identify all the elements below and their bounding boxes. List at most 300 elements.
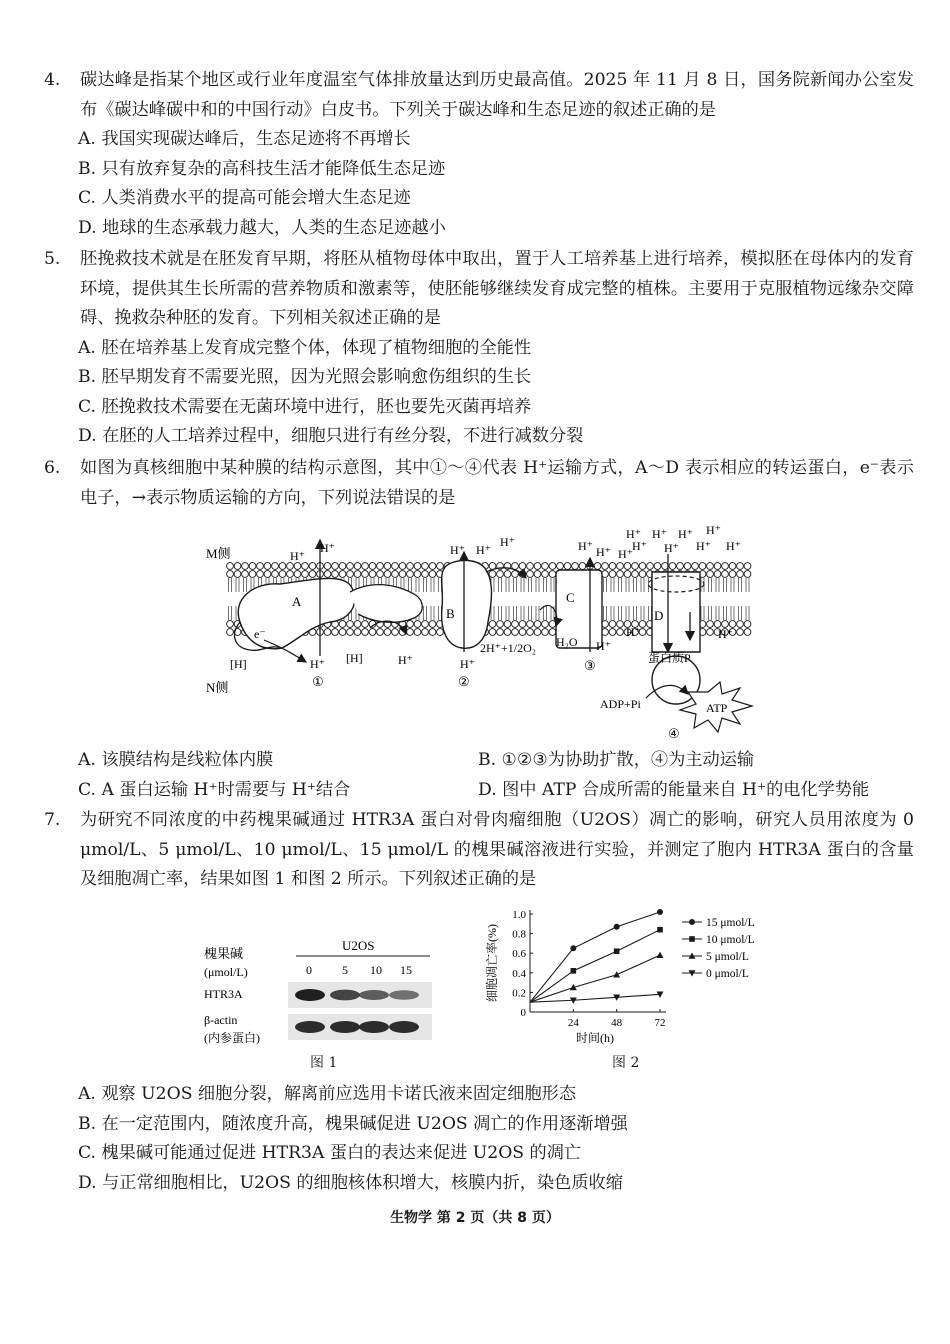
membrane-diagram	[200, 522, 760, 744]
lipid-head	[309, 563, 316, 570]
lipid-head	[647, 563, 654, 570]
lipid-head	[534, 629, 541, 636]
lipid-head	[557, 563, 564, 570]
lipid-head	[354, 629, 361, 636]
lipid-head	[422, 629, 429, 636]
lipid-head	[519, 621, 526, 628]
lipid-head	[429, 629, 436, 636]
lipid-tail	[604, 578, 607, 592]
blot-lane-label: 5	[342, 963, 348, 977]
lipid-head	[669, 563, 676, 570]
y-tick-label: 0.8	[512, 928, 526, 941]
lipid-head	[602, 563, 609, 570]
lipid-head	[534, 563, 541, 570]
lipid-head	[737, 621, 744, 628]
route-4: ④	[668, 726, 680, 741]
question-5	[44, 245, 914, 452]
lipid-head	[617, 629, 624, 636]
lipid-head	[677, 563, 684, 570]
adp-label: ADP+Pi	[600, 697, 641, 711]
lipid-tail	[701, 606, 704, 620]
lipid-head	[549, 571, 556, 578]
lipid-head	[542, 629, 549, 636]
option-b: B. 在一定范围内，随浓度升高，槐果碱促进 U2OS 凋亡的作用逐渐增强	[78, 1113, 628, 1134]
lipid-head	[527, 571, 534, 578]
lipid-tail	[611, 578, 614, 592]
lipid-head	[729, 571, 736, 578]
data-point	[657, 927, 663, 933]
lipid-head	[654, 563, 661, 570]
y-tick-label: 0.6	[512, 948, 526, 961]
lipid-head	[369, 629, 376, 636]
lipid-head	[534, 571, 541, 578]
lipid-head	[377, 629, 384, 636]
lipid-tail	[491, 606, 494, 620]
n-side-label: N侧	[206, 680, 229, 695]
lipid-head	[744, 621, 751, 628]
lipid-tail	[746, 606, 749, 620]
blot-row-actin: β-actin	[204, 1013, 238, 1027]
lipid-tail	[739, 606, 742, 620]
lipid-head	[257, 571, 264, 578]
m-side-label: M侧	[206, 546, 231, 561]
lipid-head	[414, 629, 421, 636]
lipid-tail	[416, 578, 419, 592]
lipid-head	[429, 571, 436, 578]
lipid-head	[527, 563, 534, 570]
lipid-head	[617, 621, 624, 628]
lipid-head	[377, 563, 384, 570]
option-b: B. ①②③为协助扩散，④为主动运输	[478, 750, 755, 770]
lipid-head	[264, 563, 271, 570]
lipid-head	[294, 563, 301, 570]
western-blot-figure	[200, 930, 440, 1048]
lipid-tail	[716, 578, 719, 592]
data-point	[689, 936, 695, 942]
option-row	[44, 776, 914, 806]
htr3a-band	[330, 990, 360, 1001]
option-c: C. 人类消费水平的提高可能会增大生态足迹	[78, 188, 411, 208]
lipid-tail	[724, 578, 727, 592]
lipid-head	[564, 563, 571, 570]
lipid-head	[332, 563, 339, 570]
h-ion: H⁺	[618, 547, 633, 561]
lipid-head	[347, 571, 354, 578]
legend-label: 15 μmol/L	[706, 917, 755, 929]
lipid-tail	[424, 606, 427, 620]
lipid-tail	[536, 606, 539, 620]
lipid-tail	[229, 578, 232, 592]
lipid-head	[624, 563, 631, 570]
data-point	[614, 924, 620, 930]
lipid-head	[422, 571, 429, 578]
stem-text: 为研究不同浓度的中药槐果碱通过 HTR3A 蛋白对骨肉瘤细胞（U2OS）凋亡的影响，研究人员用浓度为 0 μmol/L、5 μmol/L、10 μmol/L、15 μmol/L 的槐果碱溶液进行实验，并测定了胞内 HTR3A 蛋白的含量及细胞凋亡率，结果如图 1 和图 2 所示。下列叙述正确的是	[80, 810, 914, 889]
legend-label: 0 μmol/L	[706, 968, 749, 980]
x-tick-label: 72	[654, 1017, 666, 1029]
option-d: D. 与正常细胞相比，U2OS 的细胞核体积增大，核膜内折，染色质收缩	[78, 1172, 623, 1193]
lipid-tail	[641, 578, 644, 592]
question-6	[44, 454, 914, 513]
h-ion: H⁺	[626, 625, 641, 639]
lipid-head	[347, 629, 354, 636]
lipid-head	[722, 571, 729, 578]
lipid-head	[407, 629, 414, 636]
lipid-head	[714, 571, 721, 578]
lipid-head	[422, 563, 429, 570]
lipid-head	[287, 571, 294, 578]
route-3: ③	[584, 658, 596, 673]
lipid-head	[617, 563, 624, 570]
lipid-tail	[619, 606, 622, 620]
data-point	[613, 971, 620, 977]
lipid-head	[227, 629, 234, 636]
route-1: ①	[312, 674, 324, 689]
lipid-head	[579, 563, 586, 570]
lipid-head	[737, 629, 744, 636]
h-ion: H⁺	[652, 527, 667, 541]
protein-p-label: 蛋白质P	[648, 651, 691, 665]
lipid-tail	[619, 578, 622, 592]
lipid-head	[692, 563, 699, 570]
lipid-tail	[506, 578, 509, 592]
question-number: 7.	[44, 810, 61, 830]
option-a: A. 观察 U2OS 细胞分裂，解离前应选用卡诺氏液来固定细胞形态	[78, 1084, 577, 1104]
lipid-head	[632, 563, 639, 570]
lipid-head	[609, 563, 616, 570]
blot-lane-label: 0	[306, 963, 312, 977]
lipid-tail	[544, 578, 547, 592]
h-ion: H⁺	[578, 539, 593, 553]
lipid-tail	[709, 578, 712, 592]
lipid-tail	[229, 606, 232, 620]
lipid-head	[684, 563, 691, 570]
lipid-head	[414, 621, 421, 628]
actin-band	[295, 1021, 325, 1033]
option-d: D. 地球的生态承载力越大，人类的生态足迹越小	[78, 217, 446, 238]
lipid-head	[354, 563, 361, 570]
lipid-tail	[409, 578, 412, 592]
lipid-head	[504, 629, 511, 636]
htr3a-band	[295, 989, 325, 1001]
label-c: C	[566, 590, 575, 605]
nadh-label: [H]	[230, 657, 247, 671]
question-stem	[44, 454, 914, 513]
lipid-head	[489, 571, 496, 578]
x-tick-label: 48	[611, 1017, 623, 1029]
lipid-tail	[431, 606, 434, 620]
question-4	[44, 66, 914, 243]
lipid-head	[744, 571, 751, 578]
x-axis-label: 时间(h)	[576, 1031, 614, 1045]
lipid-head	[512, 629, 519, 636]
series-line	[530, 930, 660, 1003]
lipid-tail	[716, 606, 719, 620]
label-b: B	[446, 606, 455, 621]
lipid-head	[249, 571, 256, 578]
data-point	[657, 909, 663, 915]
lipid-head	[729, 563, 736, 570]
actin-band	[389, 1021, 419, 1033]
lipid-head	[324, 629, 331, 636]
lipid-head	[504, 571, 511, 578]
question-7	[44, 806, 914, 895]
lipid-tail	[604, 606, 607, 620]
h-ion: H⁺	[460, 657, 475, 671]
blot-lane-label: 10	[370, 963, 382, 977]
question-number: 5.	[44, 249, 61, 269]
lipid-tail	[634, 606, 637, 620]
lipid-tail	[731, 578, 734, 592]
lipid-head	[264, 571, 271, 578]
lipid-head	[527, 621, 534, 628]
htr3a-band	[389, 990, 419, 999]
h-ion: H⁺	[706, 523, 721, 537]
blot-row-htr3a: HTR3A	[204, 987, 243, 1001]
lipid-tail	[544, 606, 547, 620]
h-ion: H⁺	[596, 545, 611, 559]
option-b: B. 胚早期发育不需要光照，因为光照会影响愈伤组织的生长	[78, 367, 532, 387]
atp-label: ATP	[706, 701, 728, 715]
option-b: B. 只有放弃复杂的高科技生活才能降低生态足迹	[78, 158, 446, 179]
lipid-head	[384, 629, 391, 636]
lipid-head	[234, 563, 241, 570]
lipid-head	[429, 621, 436, 628]
lipid-tail	[506, 606, 509, 620]
question-number: 4.	[44, 70, 61, 90]
lipid-head	[347, 563, 354, 570]
h-ion: H⁺	[500, 535, 515, 549]
lipid-tail	[514, 578, 517, 592]
reaction-label: 2H⁺+1/2O₂	[480, 641, 536, 655]
lipid-head	[707, 629, 714, 636]
lipid-head	[624, 571, 631, 578]
lipid-head	[324, 563, 331, 570]
option-row	[44, 746, 914, 776]
lipid-head	[527, 629, 534, 636]
question-stem	[44, 806, 914, 895]
lipid-tail	[236, 578, 239, 592]
question-stem	[44, 245, 914, 334]
figure-2-caption: 图 2	[612, 1055, 640, 1071]
y-tick-label: 0.2	[512, 987, 526, 1000]
lipid-tail	[641, 606, 644, 620]
lipid-head	[512, 621, 519, 628]
y-tick-label: 1.0	[512, 909, 526, 921]
h-ion: H⁺	[718, 627, 733, 641]
lipid-head	[699, 563, 706, 570]
lipid-head	[737, 571, 744, 578]
option-d: D. 在胚的人工培养过程中，细胞只进行有丝分裂，不进行减数分裂	[78, 426, 584, 446]
question-6-options	[44, 746, 914, 805]
lipid-head	[339, 571, 346, 578]
lipid-head	[294, 571, 301, 578]
lipid-head	[639, 563, 646, 570]
h-ion: H⁺	[626, 527, 641, 541]
lipid-head	[609, 621, 616, 628]
blot-bands	[295, 989, 419, 1033]
lipid-head	[407, 563, 414, 570]
htr3a-band	[359, 990, 389, 1000]
stem-text: 如图为真核细胞中某种膜的结构示意图，其中①～④代表 H⁺运输方式，A～D 表示相应的转运蛋白，e⁻表示电子，→表示物质运输的方向，下列说法错误的是	[80, 458, 914, 508]
lipid-head	[414, 571, 421, 578]
lipid-head	[744, 629, 751, 636]
option-c: C. 槐果碱可能通过促进 HTR3A 蛋白的表达来促进 U2OS 的凋亡	[78, 1143, 582, 1163]
lipid-head	[302, 571, 309, 578]
lipid-head	[362, 629, 369, 636]
apoptosis-line-chart	[480, 900, 780, 1050]
lipid-head	[489, 621, 496, 628]
lipid-head	[272, 571, 279, 578]
lipid-head	[707, 571, 714, 578]
lipid-head	[384, 563, 391, 570]
lipid-head	[362, 571, 369, 578]
legend-label: 10 μmol/L	[706, 934, 755, 946]
lipid-head	[407, 571, 414, 578]
lipid-head	[332, 629, 339, 636]
lipid-tail	[739, 578, 742, 592]
lipid-head	[744, 563, 751, 570]
label-d: D	[654, 608, 664, 623]
lipid-head	[572, 563, 579, 570]
lipid-head	[369, 571, 376, 578]
lipid-tail	[529, 606, 532, 620]
lipid-head	[392, 563, 399, 570]
option-a: A. 该膜结构是线粒体内膜	[78, 750, 274, 770]
lipid-head	[272, 563, 279, 570]
question-7-options	[44, 1080, 914, 1198]
h-ion: H⁺	[398, 653, 413, 667]
data-point	[571, 968, 577, 974]
option-d: D. 图中 ATP 合成所需的能量来自 H⁺的电化学势能	[478, 779, 870, 800]
lipid-head	[489, 629, 496, 636]
stem-text: 碳达峰是指某个地区或行业年度温室气体排放量达到历史最高值。2025 年 11 月 8 日，国务院新闻办公室发布《碳达峰碳中和的中国行动》白皮书。下列关于碳达峰和生态足迹的叙述正确的是	[80, 70, 914, 120]
lipid-head	[519, 563, 526, 570]
blot-row-actin-note: (内参蛋白)	[204, 1031, 260, 1045]
lipid-head	[714, 563, 721, 570]
water-label: H₂O	[556, 635, 578, 649]
lipid-head	[287, 563, 294, 570]
lipid-head	[309, 571, 316, 578]
lipid-tail	[424, 578, 427, 592]
lipid-head	[242, 571, 249, 578]
lipid-head	[257, 563, 264, 570]
lipid-tail	[731, 606, 734, 620]
lipid-head	[279, 563, 286, 570]
page-footer: 生物学 第 2 页（共 8 页）	[390, 1210, 560, 1226]
electron-label: e⁻	[254, 627, 266, 641]
h-ion: H⁺	[678, 527, 693, 541]
lipid-head	[722, 563, 729, 570]
option-c: C. 胚挽救技术需要在无菌环境中进行，胚也要先灭菌再培养	[78, 396, 532, 417]
lipid-head	[302, 563, 309, 570]
lipid-head	[384, 571, 391, 578]
blot-cell-label: U2OS	[342, 938, 375, 953]
lipid-head	[609, 571, 616, 578]
option-a: A. 我国实现碳达峰后，生态足迹将不再增长	[78, 129, 411, 149]
h-ion: H⁺	[596, 639, 611, 653]
lipid-head	[354, 621, 361, 628]
lipid-tail	[724, 606, 727, 620]
lipid-head	[234, 571, 241, 578]
lipid-head	[354, 571, 361, 578]
lipid-tail	[431, 578, 434, 592]
lipid-head	[227, 621, 234, 628]
lipid-head	[497, 629, 504, 636]
lipid-tail	[536, 578, 539, 592]
lipid-head	[437, 563, 444, 570]
lipid-head	[324, 571, 331, 578]
lipid-tail	[626, 606, 629, 620]
lipid-head	[617, 571, 624, 578]
lipid-head	[707, 621, 714, 628]
y-tick-label: 0	[520, 1007, 526, 1019]
stem-text: 胚挽救技术就是在胚发育早期，将胚从植物母体中取出，置于人工培养基上进行培养，模拟胚在母体内的发育环境，提供其生长所需的营养物质和激素等，使胚能够继续发育成完整的植株。主要用于克服植物远缘杂交障碍、挽救杂种胚的发育。下列相关叙述正确的是	[80, 249, 914, 328]
lipid-head	[519, 629, 526, 636]
lipid-tail	[499, 606, 502, 620]
lipid-head	[549, 621, 556, 628]
lipid-tail	[746, 578, 749, 592]
lipid-head	[504, 621, 511, 628]
lipid-head	[339, 563, 346, 570]
blot-header-label: 槐果碱	[204, 946, 244, 961]
lipid-head	[227, 563, 234, 570]
lipid-head	[497, 621, 504, 628]
lipid-head	[512, 571, 519, 578]
h-ion: H⁺	[696, 539, 711, 553]
lipid-head	[332, 571, 339, 578]
lipid-tail	[529, 578, 532, 592]
figure-1-caption: 图 1	[310, 1055, 338, 1071]
lipid-tail	[521, 578, 524, 592]
h-ion: H⁺	[664, 541, 679, 555]
lipid-head	[339, 621, 346, 628]
lipid-head	[362, 621, 369, 628]
lipid-head	[707, 563, 714, 570]
lipid-tail	[499, 578, 502, 592]
lipid-head	[422, 621, 429, 628]
lipid-head	[347, 621, 354, 628]
blot-lane-label: 15	[400, 963, 412, 977]
h-ion: H⁺	[726, 539, 741, 553]
nadh-label: [H]	[346, 651, 363, 665]
lipid-head	[497, 571, 504, 578]
lipid-head	[534, 621, 541, 628]
y-axis-label: 细胞凋亡率(%)	[485, 924, 499, 1002]
lipid-head	[392, 571, 399, 578]
lipid-head	[377, 571, 384, 578]
h-ion: H⁺	[320, 541, 335, 555]
h-ion: H⁺	[290, 549, 305, 563]
lipid-tail	[551, 578, 554, 592]
lipid-head	[392, 629, 399, 636]
option-a: A. 胚在培养基上发育成完整个体，体现了植物细胞的全能性	[78, 337, 532, 358]
data-point	[570, 945, 576, 951]
lipid-head	[609, 629, 616, 636]
lipid-head	[279, 571, 286, 578]
lipid-head	[542, 571, 549, 578]
lipid-head	[414, 563, 421, 570]
route-2: ②	[458, 674, 470, 689]
question-number: 6.	[44, 458, 61, 478]
lipid-head	[632, 571, 639, 578]
x-tick-label: 24	[567, 1017, 579, 1029]
lipid-tail	[634, 578, 637, 592]
lipid-head	[542, 621, 549, 628]
lipid-head	[549, 563, 556, 570]
legend-label: 5 μmol/L	[706, 951, 749, 963]
lipid-head	[407, 621, 414, 628]
lipid-head	[399, 571, 406, 578]
